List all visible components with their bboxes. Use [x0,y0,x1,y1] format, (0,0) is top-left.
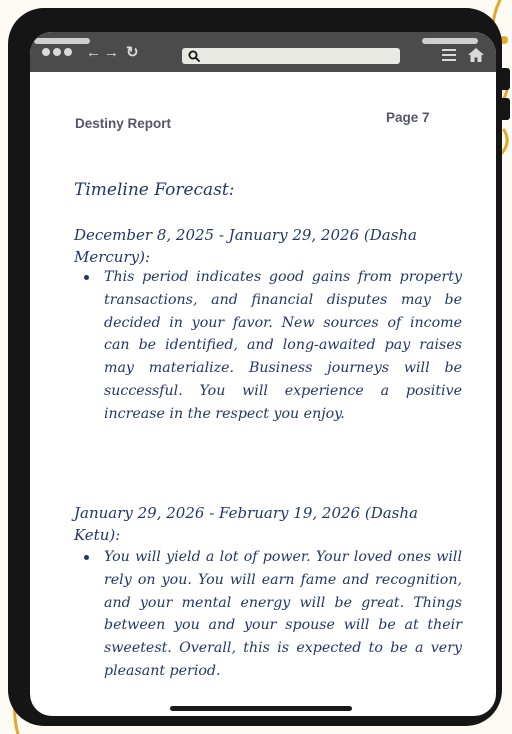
section-heading: Timeline Forecast: [74,180,235,200]
page-number: Page 7 [386,110,430,125]
search-icon [188,50,200,62]
device-side-button [498,68,510,90]
period-range-mercury: December 8, 2025 - January 29, 2026 (Dasha Mercury): [74,226,418,266]
address-bar[interactable] [182,48,400,64]
forward-arrow-icon[interactable]: → [104,44,119,61]
device-screen [30,32,496,716]
bullet-icon [84,555,89,560]
bullet-text-ketu: You will yield a lot of power. Your loved ones will rely on you. You will earn fame and recognition, and your mental energy will be great. Things between you and your spouse will be at their sweetest. Overall, this is expected to be a very pleasant period. [104,549,462,679]
bullet-text-mercury: This period indicates good gains from property transactions, and financial disputes may be decided in your favor. New sources of income can be identified, and long-awaited pay raises may materialize. Business journeys will be successful. You will experience a positive increase in the respect you enjoy. [104,269,462,422]
tab-indicator-left [34,38,90,44]
dots-icon[interactable] [42,48,72,56]
tab-indicator-right [422,38,478,44]
home-indicator-bar[interactable] [170,706,352,711]
list-item [84,266,464,426]
back-arrow-icon[interactable]: ← [86,44,101,61]
device-side-button [498,98,510,120]
period-range-ketu: January 29, 2026 - February 19, 2026 (Dasha Ketu): [74,504,418,544]
home-icon[interactable] [468,48,484,62]
report-title: Destiny Report [75,116,172,131]
browser-toolbar [30,32,496,72]
tablet-device [8,8,502,726]
bullet-icon [84,275,89,280]
list-item [84,546,464,683]
menu-icon[interactable] [442,49,456,61]
report-page [30,72,496,716]
reload-icon[interactable]: ↻ [126,44,139,61]
